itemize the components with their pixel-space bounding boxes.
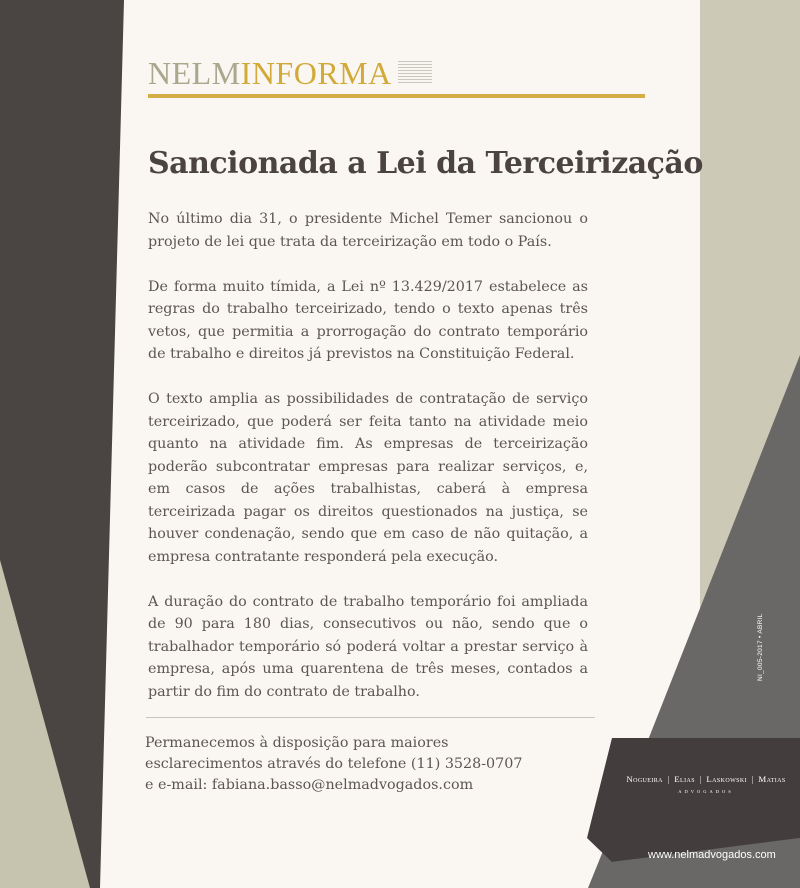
article-body bbox=[148, 208, 588, 726]
masthead-divider bbox=[148, 94, 645, 98]
article-paragraph-2: De forma muito tímida, a Lei nº 13.429/2017 estabelece as regras do trabalho terceirizado, tendo o texto apenas três vetos, que permitia a prorrogação do contrato temporário de trabalho e direitos já previstos na Constituição Federal. bbox=[148, 278, 588, 362]
masthead-nelm: NELM bbox=[148, 55, 241, 91]
firm-name-1: Nogueira bbox=[626, 774, 663, 784]
contact-line-1: Permanecemos à disposição para maiores bbox=[145, 735, 449, 751]
firm-name-3: Laskowski bbox=[706, 774, 748, 784]
firm-separator: | bbox=[751, 774, 754, 784]
firm-separator: | bbox=[667, 774, 670, 784]
firm-names bbox=[612, 774, 800, 784]
website-link[interactable]: www.nelmadvogados.com bbox=[648, 849, 776, 861]
firm-subtitle: ADVOGADOS bbox=[678, 789, 734, 794]
masthead-informa: INFORMA bbox=[240, 55, 392, 91]
contact-info bbox=[145, 733, 522, 796]
masthead-logo bbox=[148, 56, 432, 90]
masthead-lines-icon bbox=[398, 61, 432, 85]
footer-divider bbox=[146, 717, 595, 718]
firm-separator: | bbox=[699, 774, 702, 784]
contact-line-2: esclarecimentos através do telefone (11) 3528-0707 bbox=[145, 756, 523, 772]
firm-logo bbox=[612, 774, 800, 794]
issue-code: NI_005-2017 • ABRIL bbox=[757, 613, 764, 681]
contact-line-3: e e-mail: fabiana.basso@nelmadvogados.com bbox=[145, 777, 474, 793]
article-paragraph-1: No último dia 31, o presidente Michel Temer sancionou o projeto de lei que trata da terceirização em todo o País. bbox=[148, 211, 588, 250]
firm-name-2: Elias bbox=[674, 774, 695, 784]
article-paragraph-4: A duração do contrato de trabalho temporário foi ampliada de 90 para 180 dias, consecutivos ou não, sendo que o trabalhador temporário só poderá voltar a prestar serviço à empresa, após uma quarentena de três meses, contados a partir do fim do contrato de trabalho. bbox=[148, 593, 588, 700]
firm-name-4: Matias bbox=[758, 774, 786, 784]
article-title: Sancionada a Lei da Terceirização bbox=[148, 146, 703, 181]
article-paragraph-3: O texto amplia as possibilidades de contratação de serviço terceirizado, que poderá ser feita tanto na atividade meio quanto na atividade fim. As empresas de terceirização poderão subcontratar empresas para realizar serviços, e, em casos de ações trabalhistas, caberá à empresa terceirizada pagar os direitos questionados na justiça, se houver condenação, sendo que em caso de não quitação, a empresa contratante responderá pela execução. bbox=[148, 391, 588, 565]
